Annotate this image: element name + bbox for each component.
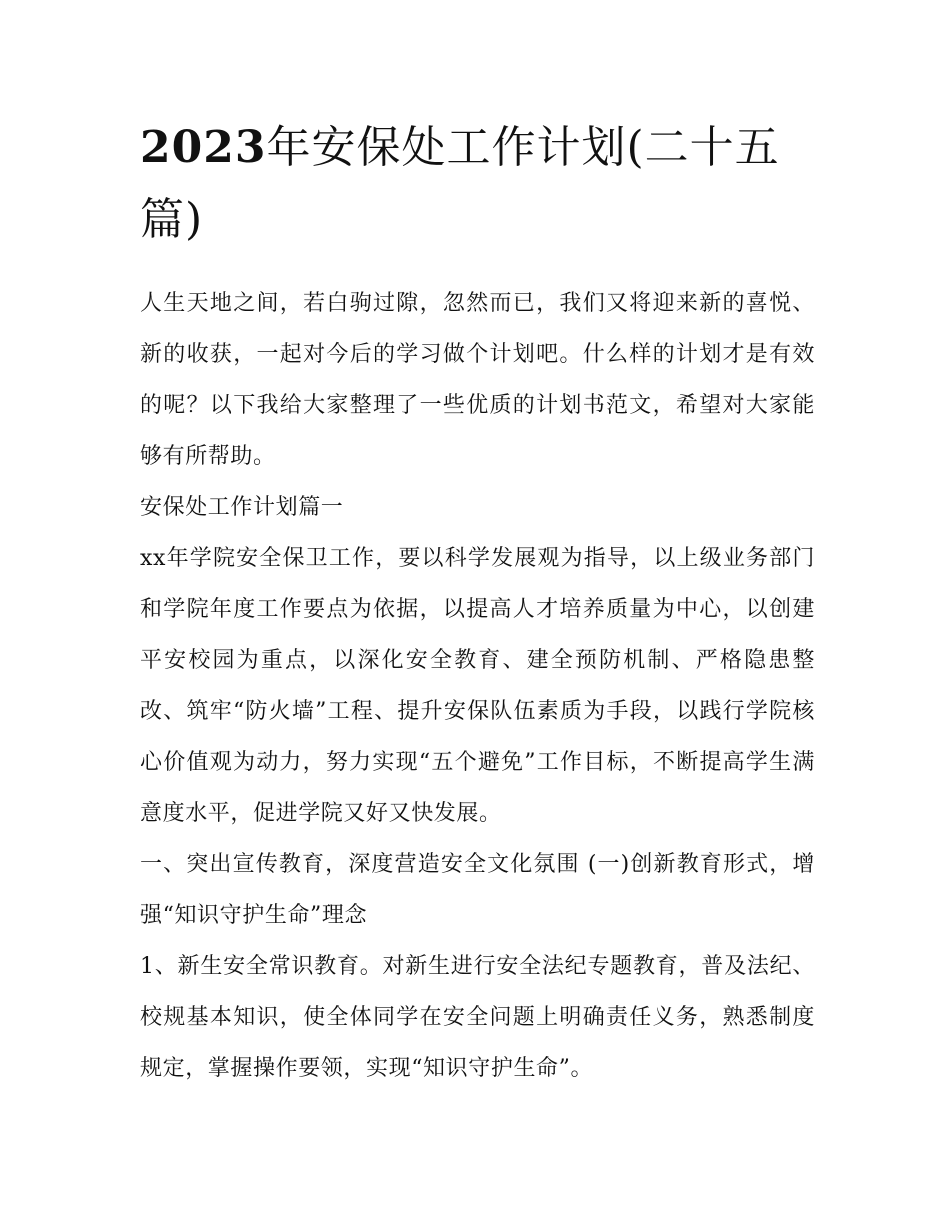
document-page (140, 112, 815, 1094)
document-title (140, 112, 815, 256)
intro-paragraph: 人生天地之间，若白驹过隙，忽然而已，我们又将迎来新的喜悦、新的收获，一起对今后的学习做个计划吧。什么样的计划才是有效的呢？以下我给大家整理了一些优质的计划书范文，希望对大家能够有所帮助。 (140, 291, 815, 469)
title-year: 2023 (140, 122, 267, 173)
section-heading: 安保处工作计划篇一 (140, 495, 344, 520)
body-paragraph: xx年学院安全保卫工作，要以科学发展观为指导，以上级业务部门和学院年度工作要点为依据，以提高人才培养质量为中心，以创建平安校园为重点，以深化安全教育、建全预防机制、严格隐患整改、筑牢“防火墙”工程、提升安保队伍素质为手段，以践行学院核心价值观为动力，努力实现“五个避免”工作目标，不断提高学生满意度水平，促进学院又好又快发展。 (140, 546, 815, 826)
subsection-heading: 一、突出宣传教育，深度营造安全文化氛围 (一)创新教育形式，增强“知识守护生命”理念 (140, 852, 815, 928)
body-paragraph: 1、新生安全常识教育。对新生进行安全法纪专题教育，普及法纪、校规基本知识，使全体同学在安全问题上明确责任义务，熟悉制度规定，掌握操作要领，实现“知识守护生命”。 (140, 954, 815, 1081)
title-text: 年安保处工作计划(二十五篇) (140, 122, 780, 245)
